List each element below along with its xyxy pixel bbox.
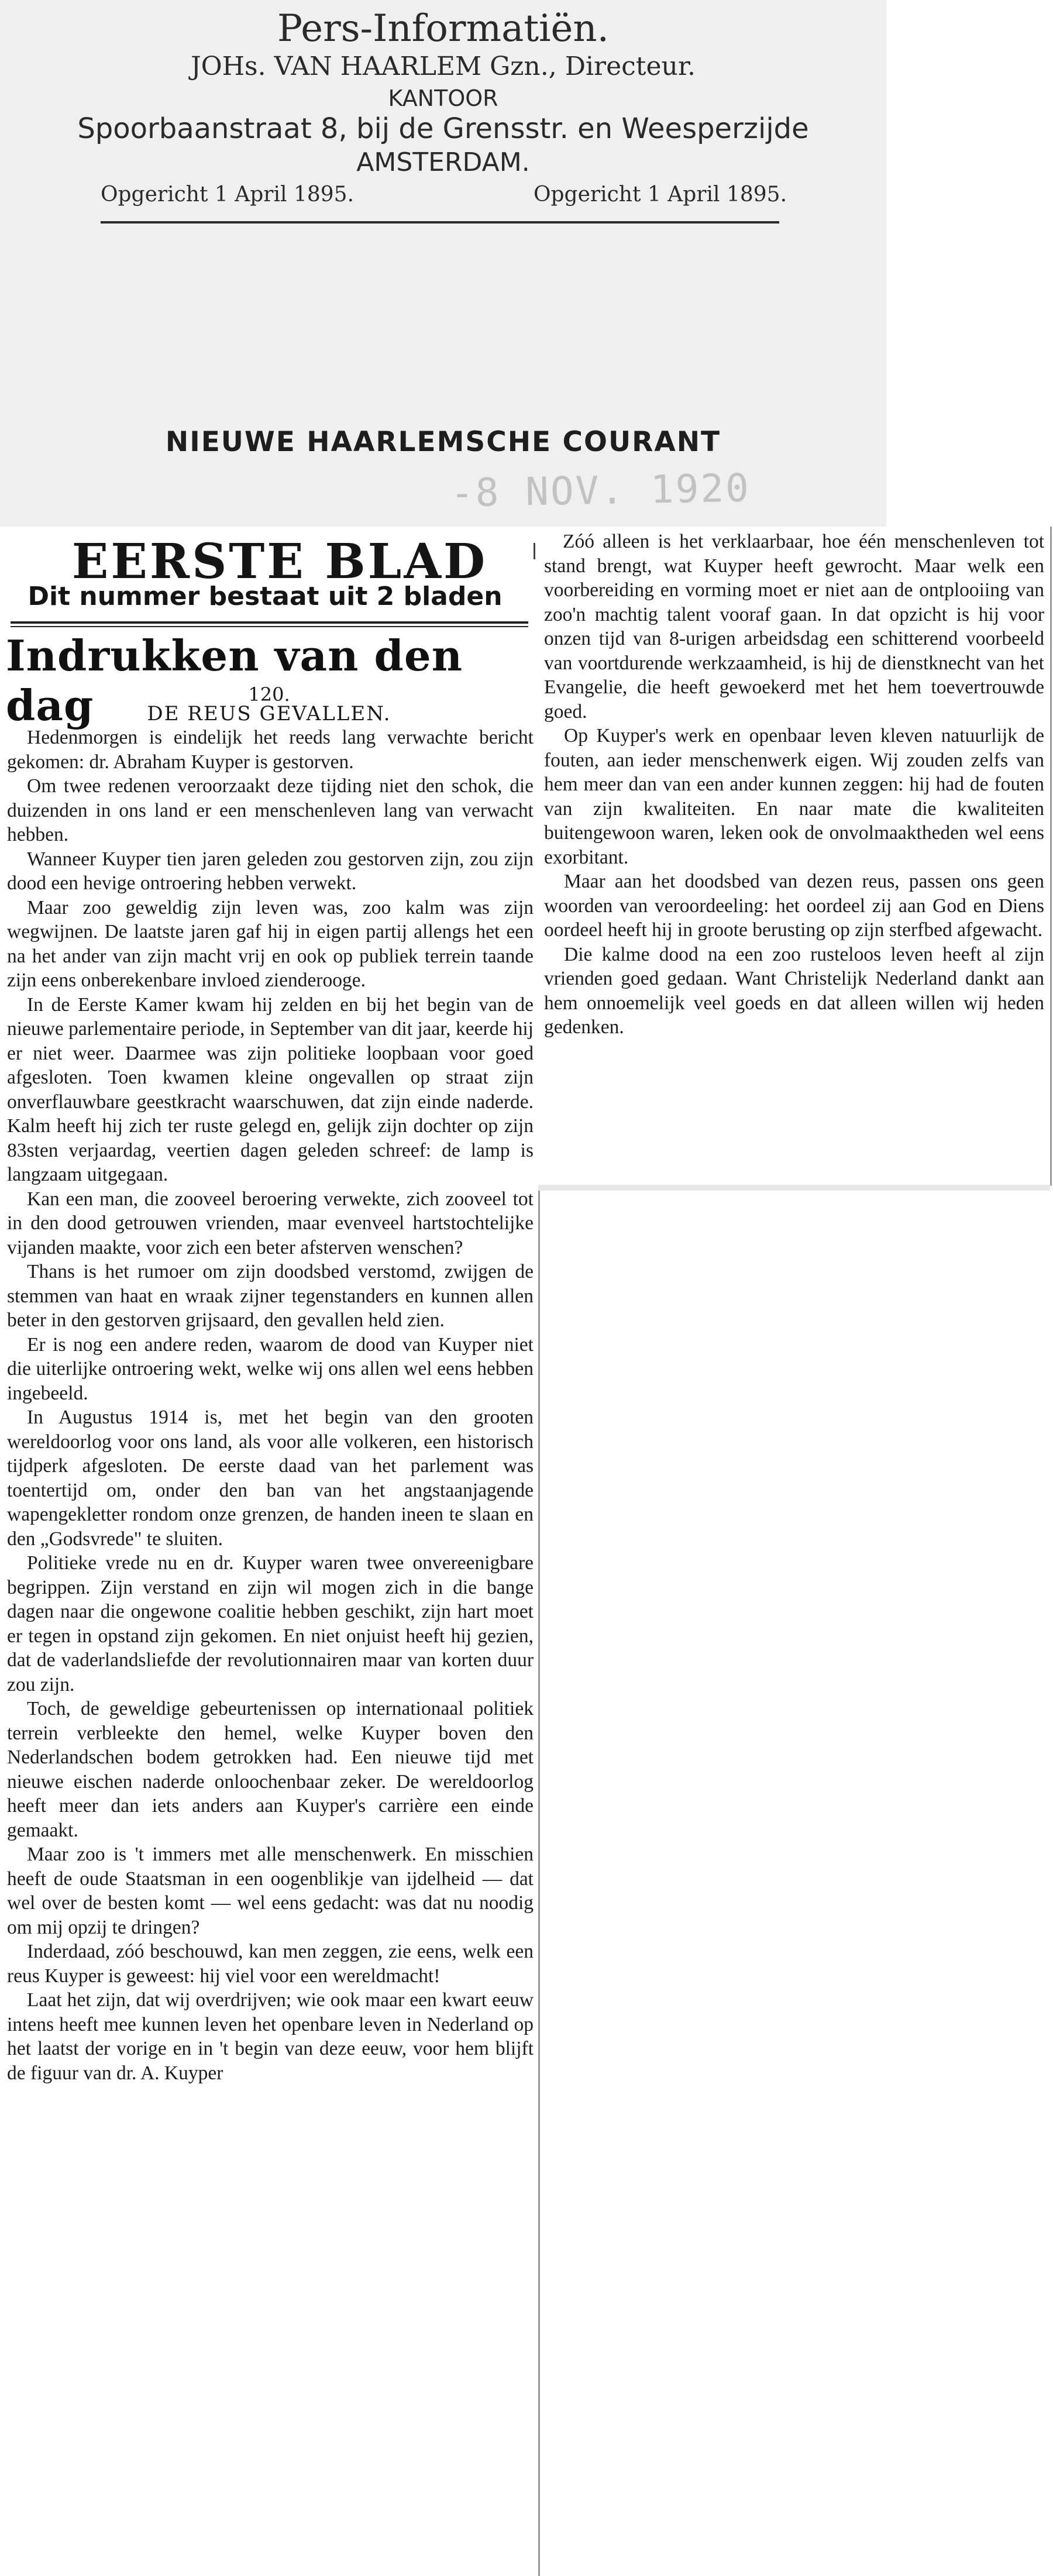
paragraph: Die kalme dood na een zoo rusteloos leven heeft al zijn vrienden goed gedaan. Want Christelijk Nederland dankt aan hem onnoemelijk veel goeds en dat alleen willen wij heden gedenken. xyxy=(544,943,1044,1038)
paragraph: Laat het zijn, dat wij overdrijven; wie ook maar een kwart eeuw intens heeft mee kunnen leven het openbare leven in Nederland op het laatst der vorige en in 't begin van deze eeuw, voor hem blijft de figuur van dr. A. Kuyper xyxy=(7,1989,534,2084)
column-title: Indrukken van den dag xyxy=(6,631,463,730)
paragraph: Maar zoo is 't immers met alle menschenwerk. En misschien heeft de oude Staatsman in een oogenblikje van ijdelheid — dat wel over de besten komt — wel eens gedacht: was dat nu noodig om mij opzij te dringen? xyxy=(7,1844,534,1938)
agency-office-label: KANTOOR xyxy=(388,85,498,111)
column-marker xyxy=(534,543,535,559)
paragraph: Inderdaad, zóó beschouwd, kan men zeggen, zie eens, welk een reus Kuyper is geweest: hij viel voor een wereldmacht! xyxy=(7,1941,534,1987)
paragraph: In Augustus 1914 is, met het begin van den grooten wereldoorlog voor ons land, als voor alle volkeren, een historisch tijdperk afgesloten. De eerste daad van het parlement was toentertijd om, onder den ban van het angstaanjagende wapengekletter rondom onze grenzen, de handen ineen te slaan en den „Godsvrede" te sluiten. xyxy=(7,1406,534,1550)
agency-address: Spoorbaanstraat 8, bij de Grensstr. en Weesperzijde xyxy=(77,112,809,145)
agency-title: Pers-Informatiën. xyxy=(277,7,609,50)
issue-note: Dit nummer bestaat uit 2 bladen xyxy=(27,582,503,611)
agency-director: JOHs. VAN HAARLEM Gzn., Directeur. xyxy=(190,51,696,81)
clipping-edge-shadow xyxy=(538,1185,1050,1191)
paragraph: In de Eerste Kamer kwam hij zelden en bij het begin van de nieuwe parlementaire periode, in September van dit jaar, keerde hij er niet weer. Daarmee was zijn politieke loopbaan voor goed afgesloten. Toen kwamen kleine ongevallen op straat zijn onverflauwbare geestkracht waarschuwen, dat zijn einde naderde. Kalm heeft hij zich ter ruste gelegd en, gelijk zijn dochter op zijn 83sten verjaardag, veertien dagen geleden schreef: de lamp is langzaam uitgegaan. xyxy=(7,993,534,1185)
section-heading: EERSTE BLAD xyxy=(71,534,488,590)
date-stamp: -8 NOV. 1920 xyxy=(450,465,751,516)
paragraph: Op Kuyper's werk en openbaar leven kleven natuurlijk de fouten, aan ieder menschenwerk eigen. Wij zouden zelfs van hem meer dan van een ander kunnen zeggen: hij had de fouten van zijn kwaliteiten. En naar mate die kwaliteiten buitengewoon waren, leken ook de onvolmaaktheden wel eens exorbitant. xyxy=(544,725,1044,868)
heading-rule xyxy=(11,621,528,624)
paragraph: Toch, de geweldige gebeurtenissen op internationaal politiek terrein verbleekte den hemel, welke Kuyper boven den Nederlandschen bodem getrokken had. Een nieuwe tijd met nieuwe eischen naderde onloochenbaar zeker. De wereldoorlog heeft meer dan iets anders aan Kuyper's carrière een einde gemaakt. xyxy=(7,1698,534,1841)
article-body-right xyxy=(544,529,1044,1182)
paragraph: Om twee redenen veroorzaakt deze tijding niet den schok, die duizenden in ons land er een menschenleven lang van verwacht hebben. xyxy=(7,775,534,845)
letterhead-divider xyxy=(101,221,779,223)
newspaper-name: NIEUWE HAARLEMSCHE COURANT xyxy=(165,426,721,458)
paragraph: Politieke vrede nu en dr. Kuyper waren twee onvereenigbare begrippen. Zijn verstand en zijn wil mogen zich in die bange dagen naar die ongewone coalitie hebben geschikt, zijn hart moet er tegen in opstand zijn gekomen. En niet onjuist heeft hij gezien, dat de vaderlandsliefde der revolutionnairen maar van korten duur zou zijn. xyxy=(7,1552,534,1695)
article-body-left xyxy=(7,725,534,2574)
agency-city: AMSTERDAM. xyxy=(356,147,530,177)
paragraph: Er is nog een andere reden, waarom de dood van Kuyper niet die uiterlijke ontroering wekt, welke wij ons allen wel eens hebben ingebeeld. xyxy=(7,1333,534,1404)
column-number: 120. xyxy=(248,683,290,706)
paragraph: Hedenmorgen is eindelijk het reeds lang verwachte bericht gekomen: dr. Abraham Kuyper is gestorven. xyxy=(7,727,534,773)
paragraph: Zóó alleen is het verklaarbaar, hoe één menschenleven tot stand brengt, wat Kuyper heeft gewrocht. Maar welk een voorbereiding en vorming moet er niet aan de ontplooiing van zoo'n machtig talent vooraf gaan. In dat opzicht is hij voor onzen tijd van 8-urigen arbeidsdag een schitterend voorbeeld van voortdurende werkzaamheid, is hij de dienstknecht van het Evangelie, die heeft gewoekerd met het hem toevertrouwde goed. xyxy=(544,531,1044,723)
paragraph: Maar zoo geweldig zijn leven was, zoo kalm was zijn wegwijnen. De laatste jaren gaf hij in eigen partij allengs het een na het ander van zijn macht vrij en ook op publiek terrein taande zijn eens onberekenbare invloed zienderooge. xyxy=(7,896,534,991)
heading-rule-thin xyxy=(11,626,528,627)
founded-date-right: Opgericht 1 April 1895. xyxy=(534,183,787,207)
paragraph: Thans is het rumoer om zijn doodsbed verstomd, zwijgen de stemmen van haat en wraak zijner tegenstanders en kunnen allen beter in den gestorven grijsaard, den gevallen held zien. xyxy=(7,1261,534,1331)
article-title: DE REUS GEVALLEN. xyxy=(147,702,391,725)
paragraph: Maar aan het doodsbed van dezen reus, passen ons geen woorden van veroordeeling: het oordeel zij aan God en Diens oordeel heeft hij in groote berusting op zijn sterfbed afgewacht. xyxy=(544,871,1044,941)
founded-date-left: Opgericht 1 April 1895. xyxy=(101,183,355,207)
paragraph: Kan een man, die zooveel beroering verwekte, zich zooveel tot in den dood getrouwen vrienden, maar evenveel hartstochtelijke vijanden maakte, voor zich een beter afsterven wenschen? xyxy=(7,1188,534,1258)
paragraph: Wanneer Kuyper tien jaren geleden zou gestorven zijn, zou zijn dood een hevige ontroering hebben verwekt. xyxy=(7,848,534,894)
